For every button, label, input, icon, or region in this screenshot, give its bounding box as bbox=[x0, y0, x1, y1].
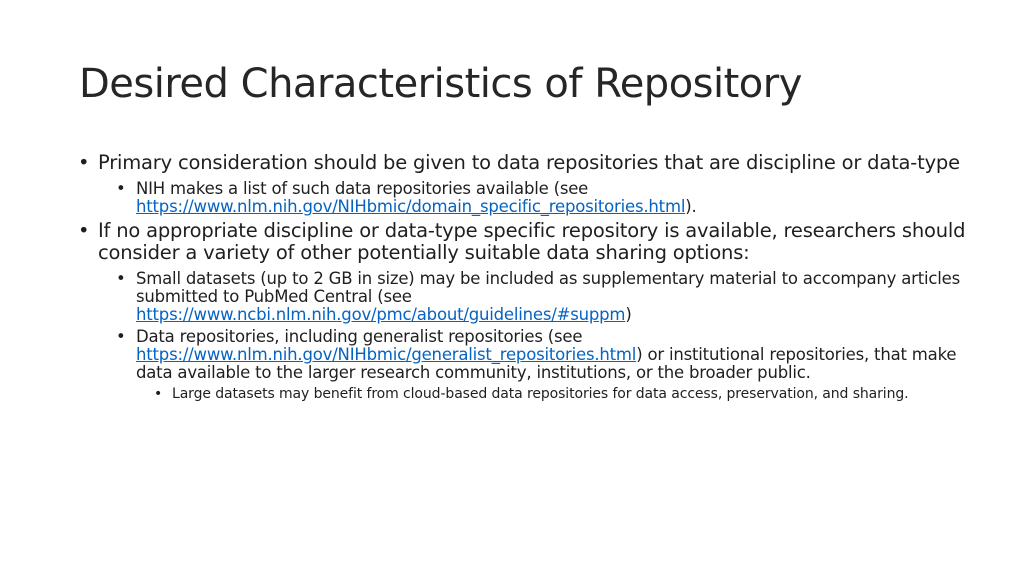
sub-bullet-text: Data repositories, including generalist repositories (see bbox=[136, 327, 583, 346]
sub-bullet-text-after: ) bbox=[625, 305, 632, 324]
pmc-guidelines-link[interactable]: https://www.ncbi.nlm.nih.gov/pmc/about/guidelines/#suppm bbox=[136, 305, 626, 324]
sub-bullet-text: NIH makes a list of such data repositories available (see bbox=[136, 179, 589, 198]
slide-title: Desired Characteristics of Repository bbox=[79, 61, 802, 107]
bullet-dot-icon: • bbox=[154, 386, 163, 402]
sub-bullet-text-after: ) or institutional repositories, that make data available to the larger research community, institutions, or the broader public. bbox=[136, 345, 957, 382]
generalist-repositories-link[interactable]: https://www.nlm.nih.gov/NIHbmic/generalist_repositories.html bbox=[136, 345, 637, 364]
sub-sub-bullet-large-datasets bbox=[154, 386, 968, 402]
bullet-dot-icon: • bbox=[78, 219, 90, 242]
bullet-dot-icon: • bbox=[116, 269, 126, 288]
domain-specific-repositories-link[interactable]: https://www.nlm.nih.gov/NIHbmic/domain_specific_repositories.html bbox=[136, 197, 686, 216]
bullet-dot-icon: • bbox=[78, 151, 90, 174]
sub-bullet-small-datasets bbox=[116, 270, 968, 324]
bullet-text: Primary consideration should be given to data repositories that are discipline or data-type bbox=[98, 151, 960, 174]
sub-bullet-text-after: ). bbox=[685, 197, 697, 216]
bullet-text: If no appropriate discipline or data-type specific repository is available, researchers should consider a variety of other potentially suitable data sharing options: bbox=[98, 219, 966, 264]
sub-bullet-text: Small datasets (up to 2 GB in size) may be included as supplementary material to accompany articles submitted to PubMed Central (see bbox=[136, 269, 961, 306]
bullet-dot-icon: • bbox=[116, 327, 126, 346]
sub-sub-bullet-text: Large datasets may benefit from cloud-based data repositories for data access, preservation, and sharing. bbox=[172, 386, 909, 402]
bullet-no-appropriate-repository bbox=[78, 220, 968, 264]
slide-content bbox=[78, 152, 968, 406]
bullet-dot-icon: • bbox=[116, 179, 126, 198]
bullet-primary-consideration bbox=[78, 152, 968, 174]
sub-bullet-data-repositories bbox=[116, 328, 968, 382]
sub-bullet-nih-list bbox=[116, 180, 968, 216]
